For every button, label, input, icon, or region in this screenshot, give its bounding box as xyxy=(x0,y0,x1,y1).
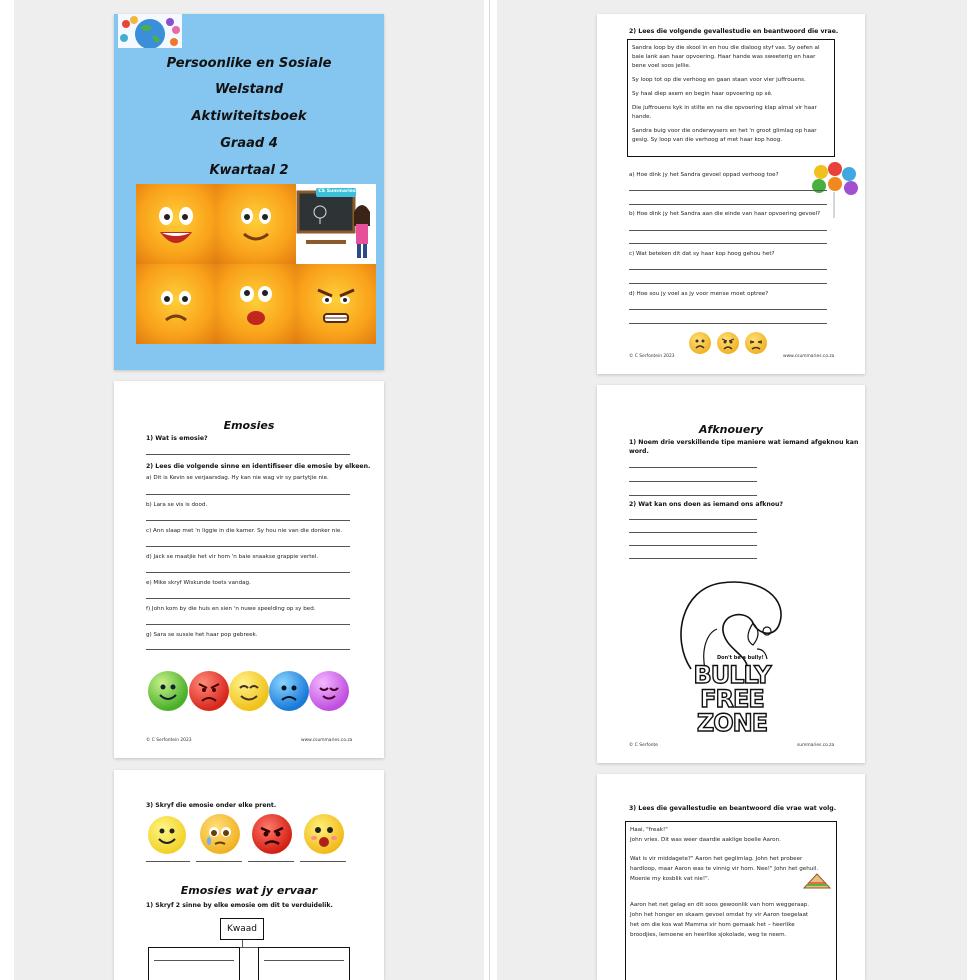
item-c: c) Ann slaap met 'n liggie in die kamer. Sy hou nie van die donker nie. xyxy=(146,528,343,534)
sad-ball-icon xyxy=(269,671,309,711)
sandwich-icon xyxy=(802,872,832,892)
answer-line[interactable] xyxy=(146,572,350,573)
case-line: hardloop, maar Aaron was te vinnig vir hom. Nee!" John het gehuil. xyxy=(630,866,819,872)
sign-tagline: Don't be a bully! xyxy=(717,655,764,661)
case-study-2-page[interactable] xyxy=(597,774,865,980)
answer-line[interactable] xyxy=(146,649,350,650)
tired-emoji-icon xyxy=(745,332,767,354)
answer-line[interactable] xyxy=(629,495,757,496)
answer-line[interactable] xyxy=(146,520,350,521)
answer-line[interactable] xyxy=(146,546,350,547)
footer-website: summaries.co.za xyxy=(797,743,835,748)
answer-line[interactable] xyxy=(629,190,827,191)
section-title: Emosies wat jy ervaar xyxy=(180,884,318,897)
afknouery-page[interactable] xyxy=(597,385,865,763)
answer-line[interactable] xyxy=(196,861,242,862)
item-g: g) Sara se sussie het haar pop gebreek. xyxy=(146,632,258,638)
cover-title-line-3: Aktiwiteitsboek xyxy=(191,109,307,124)
case-line: bene voel soos jellie. xyxy=(632,63,691,69)
answer-line[interactable] xyxy=(629,204,827,205)
answer-line[interactable] xyxy=(154,960,234,961)
answer-line[interactable] xyxy=(629,309,827,310)
angry-ball-icon xyxy=(189,671,229,711)
case-line: Die juffrouens kyk in stilte en na die opvoering klap almal vir haar xyxy=(632,105,817,111)
answer-line[interactable] xyxy=(629,323,827,324)
case-line: John het honger en skaam gevoel omdat hy vir Aaron toegelaat xyxy=(630,912,809,918)
pleading-emoji-icon xyxy=(200,814,240,854)
case-line: Wat is vir middagete?" Aaron het geglimlag. John het probeer xyxy=(630,856,803,862)
case-line: Sandra buig voor die onderwysers en het 'n groot glimlag op haar xyxy=(632,128,817,134)
question-2: 2) Lees die volgende gevallestudie en beantwoord die vrae. xyxy=(629,28,839,35)
answer-line[interactable] xyxy=(629,467,757,468)
shy-ball-icon xyxy=(309,671,349,711)
column-divider xyxy=(489,0,490,980)
answer-line[interactable] xyxy=(629,283,827,284)
bully-free-zone-illustration xyxy=(661,569,801,745)
answer-line[interactable] xyxy=(264,960,344,961)
question-2: 2) Wat kan ons doen as iemand ons afknou? xyxy=(629,501,784,508)
cover-page[interactable] xyxy=(114,14,384,370)
item-b: b) Lara se vis is dood. xyxy=(146,502,208,508)
case-line: baie lank aan haar opvoering. Haar hande was sweeterig en haar xyxy=(632,54,816,60)
answer-line[interactable] xyxy=(248,861,294,862)
sign-word-bully: BULLY xyxy=(693,661,771,689)
case-line: Aaron het net gelag en dit soos gewoonlik van hom weggeraap. xyxy=(630,902,810,908)
chalkboard-label: CS Summaries xyxy=(318,189,356,194)
answer-line[interactable] xyxy=(146,454,350,455)
angry-emoji-icon xyxy=(252,814,292,854)
answer-line[interactable] xyxy=(146,861,190,862)
question-d: d) Hoe sou jy voel as jy voor mense moet optree? xyxy=(629,291,769,297)
footer-copyright: © C Serfontein 2023 xyxy=(146,738,192,743)
case-line: het om die kos wat Mamma vir hom gemaak het – heerlike xyxy=(630,922,795,928)
footer-website: www.csummaries.co.za xyxy=(783,354,835,359)
answer-line[interactable] xyxy=(629,532,757,533)
question-1: 1) Noem drie verskillende tipe maniere wat iemand afgeknou kan xyxy=(629,439,859,446)
answer-line[interactable] xyxy=(629,243,827,244)
chalkboard-teacher-image xyxy=(296,184,376,264)
answer-line[interactable] xyxy=(629,230,827,231)
answer-line[interactable] xyxy=(146,598,350,599)
question-3: 3) Lees die gevallestudie en beantwoord die vrae wat volg. xyxy=(629,805,837,812)
case-line: gesig. Sy loop van die verhoog af met haar kop hoog. xyxy=(632,137,783,143)
case-study-box xyxy=(625,821,837,980)
question-1: 1) Skryf 2 sinne by elke emosie om dit te verduidelik. xyxy=(146,902,333,909)
footer-copyright: © C Serfonte xyxy=(629,743,658,748)
question-c: c) Wat beteken dit dat sy haar kop hoog gehou het? xyxy=(629,251,775,257)
emotion-label-box: Kwaad xyxy=(220,918,264,940)
case-line: Moenie my kosblik vat nie!". xyxy=(630,876,710,882)
question-1-continued: word. xyxy=(629,448,649,455)
frowning-emoji-icon xyxy=(717,332,739,354)
item-f: f) John kom by die huis en sien 'n nuwe speelding op sy bed. xyxy=(146,606,316,612)
happy-ball-icon xyxy=(148,671,188,711)
angry-face-icon xyxy=(296,264,376,344)
question-b: b) Hoe dink jy het Sandra aan die einde van haar opvoering gevoel? xyxy=(629,211,821,217)
cover-title-line-2: Welstand xyxy=(214,82,284,97)
case-line: Sy loop tot op die verhoog en gaan staan voor vier juffrouens. xyxy=(632,77,806,83)
case-line: Haai, "freak!" xyxy=(630,827,668,833)
answer-box-left[interactable] xyxy=(148,947,240,980)
page-title: Afknouery xyxy=(699,423,763,436)
sign-word-free: FREE xyxy=(700,685,764,713)
question-2: 2) Lees die volgende sinne en identifiseer die emosie by elkeen. xyxy=(146,463,371,470)
answer-line[interactable] xyxy=(629,545,757,546)
emotions-experience-page[interactable] xyxy=(114,770,384,980)
worried-face-icon xyxy=(136,264,216,344)
case-study-box xyxy=(627,39,835,157)
question-1: 1) Wat is emosie? xyxy=(146,435,208,442)
answer-line[interactable] xyxy=(629,481,757,482)
footer-copyright: © C Serfontein 2023 xyxy=(629,354,675,359)
cover-title-line-1: Persoonlike en Sosiale xyxy=(166,56,332,71)
cover-title-line-5: Kwartaal 2 xyxy=(209,163,289,178)
answer-line[interactable] xyxy=(146,624,350,625)
item-a: a) Dit is Kevin se verjaarsdag. Hy kan nie wag vir sy partytjie nie. xyxy=(146,475,329,481)
smiling-face-icon xyxy=(216,184,296,264)
answer-line[interactable] xyxy=(146,494,350,495)
content-ball-icon xyxy=(229,671,269,711)
item-d: d) Jack se maatjie het vir hom 'n baie snaakse grappie vertel. xyxy=(146,554,319,560)
footer-website: www.csummaries.co.za xyxy=(301,738,353,743)
page-title: Emosies xyxy=(223,419,275,432)
emosies-page[interactable] xyxy=(114,381,384,758)
laughing-face-icon xyxy=(136,184,216,264)
answer-line[interactable] xyxy=(300,861,346,862)
globe-kids-image xyxy=(118,14,182,48)
item-e: e) Mike skryf Wiskunde toets vandag. xyxy=(146,580,251,586)
case-line: Sy haal diep asem en begin haar opvoering op sê. xyxy=(632,91,773,97)
surprised-face-icon xyxy=(216,264,296,344)
case-line: hande. xyxy=(632,114,652,120)
answer-line[interactable] xyxy=(629,519,757,520)
case-line: John vries. Dit was weer daardie aaklige boelie Aaron. xyxy=(630,837,781,843)
answer-line[interactable] xyxy=(629,558,757,559)
case-line: broodjies, lemoene en heerlike sjokolade, weg te neem. xyxy=(630,932,787,938)
answer-line[interactable] xyxy=(629,269,827,270)
answer-box-right[interactable] xyxy=(258,947,350,980)
case-line: Sandra loop by die skool in en hou die dialoog styf vas. Sy oefen al xyxy=(632,45,820,51)
sign-word-zone: ZONE xyxy=(696,709,768,737)
question-a: a) Hoe dink jy het Sandra gevoel oppad verhoog toe? xyxy=(629,172,779,178)
sad-emoji-icon xyxy=(689,332,711,354)
case-study-page[interactable] xyxy=(597,14,865,374)
question-3: 3) Skryf die emosie onder elke prent. xyxy=(146,802,277,809)
cover-title-line-4: Graad 4 xyxy=(220,136,278,151)
shocked-emoji-icon xyxy=(304,814,344,854)
smile-emoji-icon xyxy=(148,816,186,854)
